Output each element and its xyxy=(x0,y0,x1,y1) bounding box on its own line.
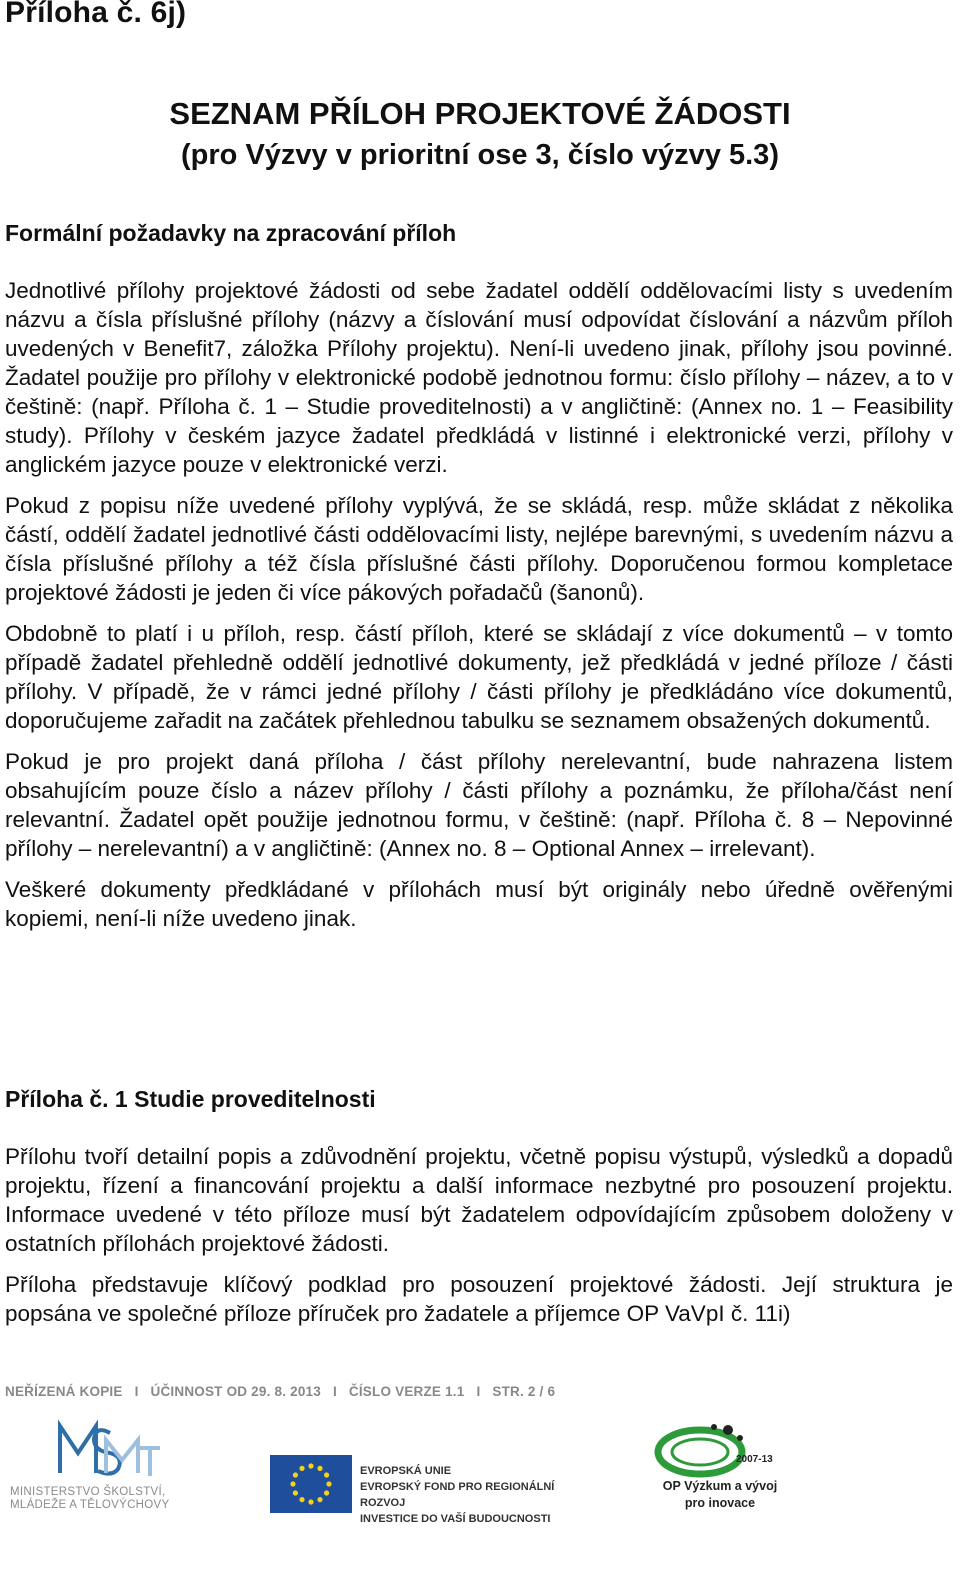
eu-star-icon xyxy=(317,1466,322,1471)
section-body-feasibility-study xyxy=(5,1142,953,1340)
title-line-2: (pro Výzvy v prioritní ose 3, číslo výzvy 5.3) xyxy=(181,139,779,171)
section-heading-feasibility-study: Příloha č. 1 Studie proveditelnosti xyxy=(5,1086,376,1112)
eu-star-icon xyxy=(293,1490,298,1495)
footer-separator: I xyxy=(332,1384,337,1399)
msmt-logo-text xyxy=(10,1486,205,1512)
msmt-line-1: MINISTERSTVO ŠKOLSTVÍ, xyxy=(10,1486,166,1498)
eu-star-icon xyxy=(308,1499,313,1504)
msmt-logo-mark xyxy=(10,1418,200,1488)
paragraph: Pokud z popisu níže uvedené přílohy vyplývá, že se skládá, resp. může skládat z několika částí, oddělí žadatel jednotlivé části oddělovacími listy, nejlépe barevnými, s uvedením názvu a čísla příslušné přílohy a též čísla příslušné části přílohy. Doporučenou formou kompletace projektové žádosti je jeden či více pákových pořadačů (šanonů). xyxy=(5,493,953,605)
footer-separator: I xyxy=(476,1384,481,1399)
section-heading-formal-requirements: Formální požadavky na zpracování příloh xyxy=(5,220,457,246)
eu-star-icon xyxy=(290,1481,295,1486)
paragraph: Obdobně to platí i u příloh, resp. částí příloh, které se skládají z více dokumentů – v tomto případě žadatel přehledně oddělí jednotlivé dokumenty, jež předkládá v jedné příloze / části přílohy. V případě, že v rámci jedné přílohy / části přílohy je předkládáno více dokumentů, doporučujeme zařadit na začátek přehlednou tabulku se seznamem obsažených dokumentů. xyxy=(5,621,953,733)
paragraph: Veškeré dokumenty předkládané v přílohách musí být originály nebo úředně ověřenými kopiemi, není-li níže uvedeno jinak. xyxy=(5,877,953,931)
msmt-logo xyxy=(10,1418,200,1518)
paragraph: Přílohu tvoří detailní popis a zdůvodnění projektu, včetně popisu výstupů, výsledků a dopadů projektu, řízení a financování projektu a další informace nezbytné pro posouzení projektu. Informace uvedené v této příloze musí být žadatelem odpovídajícím způsobem doloženy v ostatních přílohách projektové žádosti. xyxy=(5,1144,953,1256)
eu-star-icon xyxy=(326,1481,331,1486)
op-line-2: pro inovace xyxy=(684,1496,756,1510)
op-vavpi-logo xyxy=(650,1420,785,1520)
footer-version: ČÍSLO VERZE 1.1 xyxy=(348,1384,465,1399)
eu-line-3: INVESTICE DO VAŠÍ BUDOUCNOSTI xyxy=(360,1513,551,1525)
paragraph: Jednotlivé přílohy projektové žádosti od sebe žadatel oddělí oddělovacími listy s uvedením názvu a čísla příslušné přílohy (názvy a číslování musí odpovídat číslování a názvům příloh uvedených v Benefit7, záložka Přílohy projektu). Není-li uvedeno jinak, přílohy jsou povinné. Žadatel použije pro přílohy v elektronické podobě jednotnou formu: číslo přílohy – název, a to v češtině: (např. Příloha č. 1 – Studie proveditelnosti) a v angličtině: (Annex no. 1 – Feasibility study). Přílohy v českém jazyce žadatel předkládá v listinné i elektronické verzi, přílohy v anglickém jazyce pouze v elektronické verzi. xyxy=(5,278,953,477)
attachment-label: Příloha č. 6j) xyxy=(5,0,187,29)
eu-line-1: EVROPSKÁ UNIE xyxy=(360,1465,452,1477)
eu-star-icon xyxy=(299,1497,304,1502)
document-title xyxy=(0,96,960,172)
eu-star-icon xyxy=(324,1472,329,1477)
paragraph: Příloha představuje klíčový podklad pro posouzení projektové žádosti. Její struktura je popsána ve společné příloze příruček pro žadatele a příjemce OP VaVpI č. 11i) xyxy=(5,1272,953,1326)
op-years: 2007-13 xyxy=(736,1454,773,1465)
op-logo-text xyxy=(650,1478,790,1512)
eu-line-2: EVROPSKÝ FOND PRO REGIONÁLNÍ ROZVOJ xyxy=(360,1481,555,1509)
msmt-line-2: MLÁDEŽE A TĚLOVÝCHOVY xyxy=(10,1499,170,1511)
footer-separator: I xyxy=(134,1384,139,1399)
eu-star-icon xyxy=(317,1497,322,1502)
eu-flag-icon xyxy=(270,1455,352,1513)
paragraph: Pokud je pro projekt daná příloha / část přílohy nerelevantní, bude nahrazena listem obsahujícím pouze číslo a název přílohy / části přílohy a poznámku, že příloha/část není relevantní. Žadatel opět použije jednotnou formu, v češtině: (např. Příloha č. 8 – Nepovinné přílohy – nerelevantní) a v angličtině: (Annex no. 8 – Optional Annex – irrelevant). xyxy=(5,749,953,861)
eu-star-icon xyxy=(299,1466,304,1471)
eu-logo xyxy=(270,1455,590,1525)
eu-star-icon xyxy=(324,1490,329,1495)
page-footer xyxy=(5,1384,555,1399)
footer-effective-date: ÚČINNOST OD 29. 8. 2013 xyxy=(150,1384,321,1399)
title-line-1: SEZNAM PŘÍLOH PROJEKTOVÉ ŽÁDOSTI xyxy=(169,96,791,131)
section-body-formal-requirements xyxy=(5,276,953,945)
footer-copy-status: NEŘÍZENÁ KOPIE xyxy=(5,1384,123,1399)
eu-logo-text xyxy=(360,1463,600,1527)
eu-star-icon xyxy=(293,1472,298,1477)
op-line-1: OP Výzkum a vývoj xyxy=(662,1479,778,1493)
footer-page-number: STR. 2 / 6 xyxy=(492,1384,556,1399)
eu-star-icon xyxy=(308,1463,313,1468)
op-vavpi-logo-mark xyxy=(650,1420,785,1480)
